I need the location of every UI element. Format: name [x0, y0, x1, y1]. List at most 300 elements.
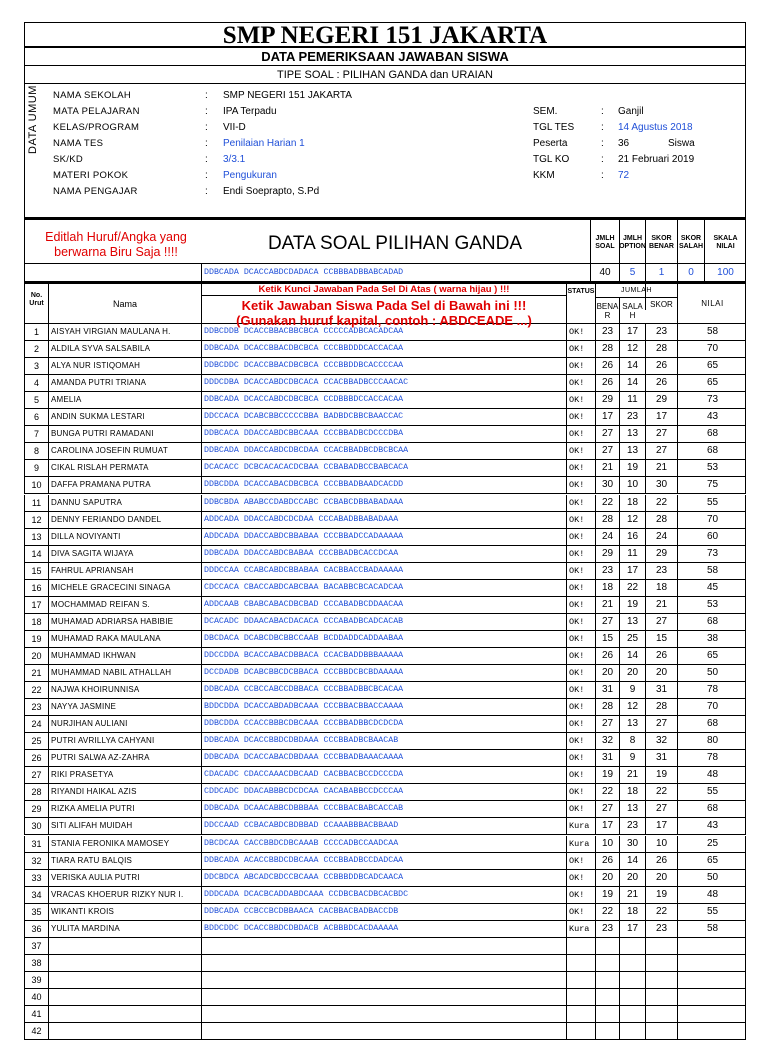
student-name[interactable]: AISYAH VIRGIAN MAULANA H. [48, 324, 201, 340]
jmlh-soal-value: 40 [590, 264, 619, 281]
student-answers[interactable]: DDBCACA DDACCABDCBBCAAA CCCBBADBCDCCCDBA [201, 426, 566, 442]
student-name[interactable] [48, 972, 201, 988]
table-row [24, 733, 746, 750]
correct-count: 15 [595, 631, 619, 647]
correct-count: 27 [595, 716, 619, 732]
score: 27 [645, 614, 677, 630]
student-name[interactable]: AMELIA [48, 392, 201, 408]
wrong-count: 19 [619, 460, 645, 476]
student-name[interactable]: PUTRI AVRILLYA CAHYANI [48, 733, 201, 749]
table-row [24, 375, 746, 392]
table-row [24, 870, 746, 887]
score: 21 [645, 597, 677, 613]
student-answers[interactable] [201, 938, 566, 954]
header-skor-salah: SKOR SALAH [677, 220, 704, 266]
correct-count: 26 [595, 358, 619, 374]
wrong-count: 30 [619, 836, 645, 852]
correct-count [595, 972, 619, 988]
table-row [24, 426, 746, 443]
student-name[interactable]: NAJWA KHOIRUNNISA [48, 682, 201, 698]
student-answers[interactable]: DDCCDDA BCACCABACDBBACA CCACBADDBBBAAAAA [201, 648, 566, 664]
student-name[interactable]: MUHAMAD ADRIARSA HABIBIE [48, 614, 201, 630]
correct-count: 23 [595, 324, 619, 340]
wrong-count: 19 [619, 597, 645, 613]
table-row [24, 989, 746, 1006]
student-answers[interactable]: CDCCACA CBACCABDCABCBAA BACABBCBCACADCAA [201, 580, 566, 596]
grade: 70 [677, 699, 747, 715]
answer-status: OK! [566, 904, 595, 920]
student-name[interactable]: WIKANTI KROIS [48, 904, 201, 920]
row-number: 11 [31, 497, 42, 508]
table-row [24, 409, 746, 426]
grade: 55 [677, 784, 747, 800]
student-name[interactable]: DAFFA PRAMANA PUTRA [48, 477, 201, 493]
student-answers[interactable]: DDCCACA DCABCBBCCCCCBBA BADBDCBBCBAACCAC [201, 409, 566, 425]
score: 20 [645, 665, 677, 681]
row-number: 37 [31, 940, 42, 951]
row-number: 30 [31, 821, 42, 832]
row-number: 38 [31, 957, 42, 968]
student-answers[interactable]: DDBCADA DCACCBBDCDBDAAA CCCBBADBCBAACAB [201, 733, 566, 749]
student-name[interactable]: DIVA SAGITA WIJAYA [48, 546, 201, 562]
student-answers[interactable]: DBCDACA DCABCDBCBBCCAAB BCDDADDCADDAABAA [201, 631, 566, 647]
grade: 65 [677, 375, 747, 391]
correct-count: 27 [595, 614, 619, 630]
answer-status: OK! [566, 426, 595, 442]
wrong-count [619, 972, 645, 988]
score: 23 [645, 921, 677, 937]
grade: 58 [677, 563, 747, 579]
correct-count [595, 1006, 619, 1022]
student-answers[interactable] [201, 955, 566, 971]
student-answers[interactable]: DDDCCAA CCABCABDCBBABAA CACBBACCBADAAAAA [201, 563, 566, 579]
student-name[interactable] [48, 1023, 201, 1039]
student-name[interactable]: MUHAMAD RAKA MAULANA [48, 631, 201, 647]
answer-status: OK! [566, 801, 595, 817]
row-number: 19 [31, 633, 42, 644]
score: 28 [645, 699, 677, 715]
info-row-test: NAMA TES : Penilaian Harian 1 Peserta : 36 Siswa [53, 136, 733, 152]
score: 20 [645, 870, 677, 886]
answer-status: OK! [566, 341, 595, 357]
student-answers[interactable]: DDBCADA CCBCCBCDBBAACA CACBBACBADBACCDB [201, 904, 566, 920]
score: 27 [645, 426, 677, 442]
student-name[interactable]: VRACAS KHOERUR RIZKY NUR I. [48, 887, 201, 903]
table-row [24, 921, 746, 938]
correction-date-value: 21 Februari 2019 [618, 154, 695, 165]
test-date-value[interactable]: 14 Agustus 2018 [618, 122, 693, 133]
grade [677, 1023, 747, 1039]
student-name[interactable]: SITI ALIFAH MUIDAH [48, 818, 201, 834]
answer-status [566, 972, 595, 988]
student-answers[interactable]: DDBCADA ACACCBBDCDBCAAA CCCBBADBCCDADCAA [201, 853, 566, 869]
student-answers[interactable]: DDBCDDB DCACCBBACBBCBCA CCCCCADBCACADCAA [201, 324, 566, 340]
table-row [24, 358, 746, 375]
wrong-count: 17 [619, 563, 645, 579]
header-instructions [201, 284, 566, 328]
score: 23 [645, 324, 677, 340]
wrong-count [619, 1023, 645, 1039]
row-number: 4 [33, 378, 39, 389]
jmlh-option-value[interactable]: 5 [619, 264, 645, 281]
grade: 73 [677, 392, 747, 408]
student-name[interactable]: DENNY FERIANDO DANDEL [48, 512, 201, 528]
row-number: 39 [31, 974, 42, 985]
student-name[interactable]: AMANDA PUTRI TRIANA [48, 375, 201, 391]
score: 18 [645, 580, 677, 596]
test-name-value[interactable]: Penilaian Harian 1 [223, 138, 305, 149]
table-row [24, 853, 746, 870]
answer-status: OK! [566, 733, 595, 749]
answer-status: OK! [566, 682, 595, 698]
school-name-value[interactable]: SMP NEGERI 151 JAKARTA [223, 90, 352, 101]
wrong-count: 12 [619, 341, 645, 357]
answer-status: OK! [566, 870, 595, 886]
wrong-count: 18 [619, 904, 645, 920]
table-row [24, 495, 746, 512]
student-name[interactable] [48, 1006, 201, 1022]
wrong-count: 12 [619, 512, 645, 528]
grade: 65 [677, 853, 747, 869]
student-name[interactable] [48, 938, 201, 954]
participants-value: 36 [618, 138, 630, 149]
student-answers[interactable]: DCACACC DCBCACACACDCBAA CCBABADBCCBABCACA [201, 460, 566, 476]
student-name[interactable]: MUHAMMAD IKHWAN [48, 648, 201, 664]
student-name[interactable]: MUHAMMAD NABIL ATHALLAH [48, 665, 201, 681]
table-row [24, 938, 746, 955]
correct-count: 20 [595, 870, 619, 886]
student-name[interactable]: BUNGA PUTRI RAMADANI [48, 426, 201, 442]
answer-status: OK! [566, 750, 595, 766]
correct-count: 21 [595, 597, 619, 613]
row-number: 9 [33, 463, 39, 474]
table-row [24, 716, 746, 733]
header-skala-nilai: SKALA NILAI [704, 220, 746, 266]
answer-status: OK! [566, 375, 595, 391]
question-data-title: DATA SOAL PILIHAN GANDA [267, 233, 523, 254]
table-row [24, 682, 746, 699]
student-answers[interactable]: DDBCDDA CCACCBBBCDBCAAA CCCBBADBBCDCDCDA [201, 716, 566, 732]
wrong-count: 12 [619, 699, 645, 715]
wrong-count: 9 [619, 750, 645, 766]
skkd-value[interactable]: 3/3.1 [223, 154, 246, 165]
score: 28 [645, 512, 677, 528]
correct-count: 26 [595, 648, 619, 664]
correct-count: 27 [595, 426, 619, 442]
correct-count: 27 [595, 443, 619, 459]
row-number: 41 [31, 1009, 42, 1019]
score: 26 [645, 853, 677, 869]
student-answers[interactable]: CDDCADC DDACABBBCDCDCAA CACABABBCCDCCCAA [201, 784, 566, 800]
correct-count: 26 [595, 375, 619, 391]
info-row-class: KELAS/PROGRAM : VII-D TGL TES : 14 Agustus 2018 [53, 120, 733, 136]
correct-count: 19 [595, 887, 619, 903]
row-number: 27 [31, 770, 42, 781]
wrong-count [619, 955, 645, 971]
student-answers[interactable]: DDBCADA CCBCCABCCDBBACA CCCBBADBBCBCACAA [201, 682, 566, 698]
student-answers[interactable]: DDCCAAD CCBACABDCBDBBAD CCAAABBBACBBAAD [201, 818, 566, 834]
student-answers[interactable]: DDDCDBA DCACCABDCDBCACA CCACBBADBCCCAACAC [201, 375, 566, 391]
correct-count: 22 [595, 495, 619, 511]
correct-count: 19 [595, 767, 619, 783]
table-row [24, 699, 746, 716]
student-answers[interactable] [201, 989, 566, 1005]
student-name[interactable] [48, 955, 201, 971]
score [645, 938, 677, 954]
table-row [24, 631, 746, 648]
row-number: 42 [31, 1026, 42, 1037]
table-row [24, 546, 746, 563]
answer-status: OK! [566, 716, 595, 732]
materi-value[interactable]: Pengukuran [223, 170, 277, 181]
student-name[interactable]: NAYYA JASMINE [48, 699, 201, 715]
correct-count [595, 1023, 619, 1039]
score: 32 [645, 733, 677, 749]
correct-count: 17 [595, 818, 619, 834]
table-row [24, 750, 746, 767]
student-answers[interactable] [201, 1023, 566, 1039]
row-number: 2 [33, 344, 39, 355]
score: 22 [645, 495, 677, 511]
correct-count [595, 955, 619, 971]
table-row [24, 460, 746, 477]
student-answers[interactable]: DDBCADA DCACCABACDBDAAA CCCBBADBAAACAAAA [201, 750, 566, 766]
student-answers[interactable]: DDBCADA DDACCABDCDBCDAA CCACBBADBCDBCBCAA [201, 443, 566, 459]
class-value[interactable]: VII-D [223, 122, 246, 133]
student-answers[interactable]: DDCBDCA ABCADCBDCCBCAAA CCBBBDDBCADCAACA [201, 870, 566, 886]
wrong-count: 13 [619, 426, 645, 442]
instruction-key: Ketik Kunci Jawaban Pada Sel Di Atas ( warna hijau ) !!! [202, 284, 566, 296]
header-jmlh-option: JMLH OPTION [619, 220, 645, 266]
student-name[interactable]: PUTRI SALWA AZ-ZAHRA [48, 750, 201, 766]
student-name[interactable]: DANNU SAPUTRA [48, 495, 201, 511]
row-number: 8 [33, 446, 39, 457]
answer-status [566, 1006, 595, 1022]
correct-count: 21 [595, 460, 619, 476]
student-name[interactable] [48, 989, 201, 1005]
row-number: 13 [31, 531, 42, 542]
answer-status [566, 989, 595, 1005]
table-row [24, 767, 746, 784]
student-answers[interactable]: DBCDCAA CACCBBDCDBCAAAB CCCCADBCCAADCAA [201, 836, 566, 852]
table-row [24, 392, 746, 409]
student-name[interactable]: ALYA NUR ISTIQOMAH [48, 358, 201, 374]
grade: 65 [677, 358, 747, 374]
student-name[interactable]: CIKAL RISLAH PERMATA [48, 460, 201, 476]
student-answers[interactable]: DDBCDDA DCACCABACDBCBCA CCCBBADBAADCACDD [201, 477, 566, 493]
test-type: TIPE SOAL : PILIHAN GANDA dan URAIAN [24, 66, 746, 84]
answer-status [566, 1023, 595, 1039]
student-name[interactable]: STANIA FERONIKA MAMOSEY [48, 836, 201, 852]
answer-status: OK! [566, 614, 595, 630]
kkm-value[interactable]: 72 [618, 170, 630, 181]
wrong-count: 23 [619, 818, 645, 834]
wrong-count: 14 [619, 853, 645, 869]
student-answers[interactable] [201, 1006, 566, 1022]
grade [677, 989, 747, 1005]
header-benar: BENAR [595, 298, 619, 324]
grade: 48 [677, 887, 747, 903]
student-answers[interactable]: DDBCADA DCAACABBCDBBBAA CCCBBACBABCACCAB [201, 801, 566, 817]
grade [677, 972, 747, 988]
wrong-count: 17 [619, 324, 645, 340]
student-answers[interactable]: BDDCDDC DCACCBBDCDBDACB ACBBBDCACDAAAAA [201, 921, 566, 937]
header-skor: SKOR [645, 284, 677, 310]
correct-count: 28 [595, 699, 619, 715]
row-number: 35 [31, 906, 42, 917]
student-answers[interactable]: DDBCADA DCACCABDCDBCBCA CCDBBBDCCACCACAA [201, 392, 566, 408]
student-name[interactable]: RIKI PRASETYA [48, 767, 201, 783]
answer-status: Kura [566, 921, 595, 937]
wrong-count: 13 [619, 614, 645, 630]
skala-value[interactable]: 100 [704, 264, 746, 281]
skor-benar-value[interactable]: 1 [645, 264, 677, 281]
answer-status: OK! [566, 460, 595, 476]
wrong-count: 11 [619, 546, 645, 562]
score: 19 [645, 767, 677, 783]
student-answers[interactable] [201, 972, 566, 988]
student-name[interactable]: ALDILA SYVA SALSABILA [48, 341, 201, 357]
row-number: 3 [33, 361, 39, 372]
info-row-skkd: SK/KD : 3/3.1 TGL KO : 21 Februari 2019 [53, 152, 733, 168]
student-answers[interactable]: ADDCAAB CBABCABACDBCBAD CCCABADBCDDAACAA [201, 597, 566, 613]
score: 29 [645, 546, 677, 562]
skor-salah-value[interactable]: 0 [677, 264, 704, 281]
score: 27 [645, 801, 677, 817]
wrong-count [619, 989, 645, 1005]
wrong-count: 18 [619, 495, 645, 511]
row-number: 36 [31, 923, 42, 934]
student-name[interactable]: ANDIN SUKMA LESTARI [48, 409, 201, 425]
sheet-subtitle: DATA PEMERIKSAAN JAWABAN SISWA [24, 48, 746, 66]
row-number: 5 [33, 395, 39, 406]
score: 31 [645, 682, 677, 698]
student-answers[interactable]: DCACADC DDAACABACDACACA CCCABADBCADCACAB [201, 614, 566, 630]
score [645, 955, 677, 971]
table-row [24, 887, 746, 904]
grade: 58 [677, 921, 747, 937]
answer-key-row [24, 264, 746, 282]
grade: 38 [677, 631, 747, 647]
student-name[interactable]: CAROLINA JOSEFIN RUMUAT [48, 443, 201, 459]
row-number: 34 [31, 889, 42, 900]
info-row-teacher: NAMA PENGAJAR : Endi Soeprapto, S.Pd [53, 184, 733, 200]
score: 29 [645, 392, 677, 408]
student-name[interactable]: NURJIHAN AULIANI [48, 716, 201, 732]
student-name[interactable]: RIYANDI HAIKAL AZIS [48, 784, 201, 800]
correct-count: 23 [595, 563, 619, 579]
correct-count: 24 [595, 529, 619, 545]
grade [677, 938, 747, 954]
answer-status: OK! [566, 853, 595, 869]
grade: 43 [677, 409, 747, 425]
answer-status [566, 955, 595, 971]
student-name[interactable]: MICHELE GRACECINI SINAGA [48, 580, 201, 596]
header-salah: SALAH [619, 298, 645, 324]
row-number: 33 [31, 872, 42, 883]
answer-status: Kura [566, 818, 595, 834]
student-name[interactable]: YULITA MARDINA [48, 921, 201, 937]
student-answers[interactable]: BDDCDDA DCACCABDADBCAAA CCCBBACBBACCAAAA [201, 699, 566, 715]
student-answers[interactable]: DDBCDDC DCACCBBACDBCBCA CCCBBDDBCACCCCAA [201, 358, 566, 374]
grade: 48 [677, 767, 747, 783]
score: 22 [645, 904, 677, 920]
info-row-materi: MATERI POKOK : Pengukuran KKM : 72 [53, 168, 733, 184]
score [645, 972, 677, 988]
row-number: 14 [31, 548, 42, 559]
row-number: 29 [31, 804, 42, 815]
student-name[interactable]: VERISKA AULIA PUTRI [48, 870, 201, 886]
table-header [24, 282, 746, 328]
table-row [24, 614, 746, 631]
wrong-count: 23 [619, 409, 645, 425]
row-number: 25 [31, 736, 42, 747]
row-number: 31 [31, 838, 42, 849]
wrong-count: 13 [619, 801, 645, 817]
teacher-value[interactable]: Endi Soeprapto, S.Pd [223, 186, 320, 197]
wrong-count: 14 [619, 375, 645, 391]
student-name[interactable]: TIARA RATU BALQIS [48, 853, 201, 869]
answer-status: OK! [566, 580, 595, 596]
subject-value[interactable]: IPA Terpadu [223, 106, 277, 117]
answer-key-input[interactable]: DDBCADA DCACCABDCDADACA CCBBBADBBABCADAD [201, 264, 590, 281]
student-answers[interactable]: DDBCADA DCACCBBACDBCBCA CCCBBDDDCACCACAA [201, 341, 566, 357]
score: 17 [645, 409, 677, 425]
row-number: 16 [31, 582, 42, 593]
student-name[interactable]: MOCHAMMAD REIFAN S. [48, 597, 201, 613]
grade: 45 [677, 580, 747, 596]
correct-count: 29 [595, 392, 619, 408]
answer-status: OK! [566, 699, 595, 715]
row-number: 7 [33, 429, 39, 440]
semester-value[interactable]: Ganjil [618, 106, 644, 117]
table-row [24, 801, 746, 818]
wrong-count: 10 [619, 477, 645, 493]
grade: 58 [677, 324, 747, 340]
student-answers[interactable]: CDACADC CDACCAAACDBCAAD CACBBACBCCDCCCDA [201, 767, 566, 783]
answer-status: OK! [566, 409, 595, 425]
score: 27 [645, 716, 677, 732]
answer-status [566, 938, 595, 954]
row-number: 40 [31, 991, 42, 1002]
answer-status: OK! [566, 324, 595, 340]
table-row [24, 1006, 746, 1023]
student-answers[interactable]: ADDCADA DDACCABDCDCDAA CCCABADBBABADAAA [201, 512, 566, 528]
general-info-section [24, 84, 746, 218]
instruction-answer: Ketik Jawaban Siswa Pada Sel di Bawah ini !!! [241, 298, 527, 313]
wrong-count [619, 1006, 645, 1022]
student-answers[interactable]: DCCDADB DCABCBBCDCBBACA CCCBBDCBCBDAAAAA [201, 665, 566, 681]
correct-count: 29 [595, 546, 619, 562]
header-nama: Nama [48, 284, 201, 324]
correct-count: 28 [595, 512, 619, 528]
grade: 43 [677, 818, 747, 834]
student-answers[interactable]: DDBCADA DDACCABDCBABAA CCCBBADBCACCDCAA [201, 546, 566, 562]
answer-status: OK! [566, 477, 595, 493]
student-answers[interactable]: DDBCBDA ABABCCDABDCCABC CCBABCDBBABADAAA [201, 495, 566, 511]
score: 26 [645, 358, 677, 374]
correct-count: 30 [595, 477, 619, 493]
student-name[interactable]: FAHRUL APRIANSAH [48, 563, 201, 579]
student-name[interactable]: DILLA NOVIYANTI [48, 529, 201, 545]
student-name[interactable]: RIZKA AMELIA PUTRI [48, 801, 201, 817]
answer-status: OK! [566, 887, 595, 903]
student-answers[interactable]: DDDCADA DCACBCADDABDCAAA CCDBCBACDBCACBDC [201, 887, 566, 903]
student-answers[interactable]: ADDCADA DDACCABDCBBABAA CCCBBADCCADAAAAA [201, 529, 566, 545]
row-number: 1 [33, 327, 39, 337]
answer-status: OK! [566, 443, 595, 459]
table-row [24, 341, 746, 358]
